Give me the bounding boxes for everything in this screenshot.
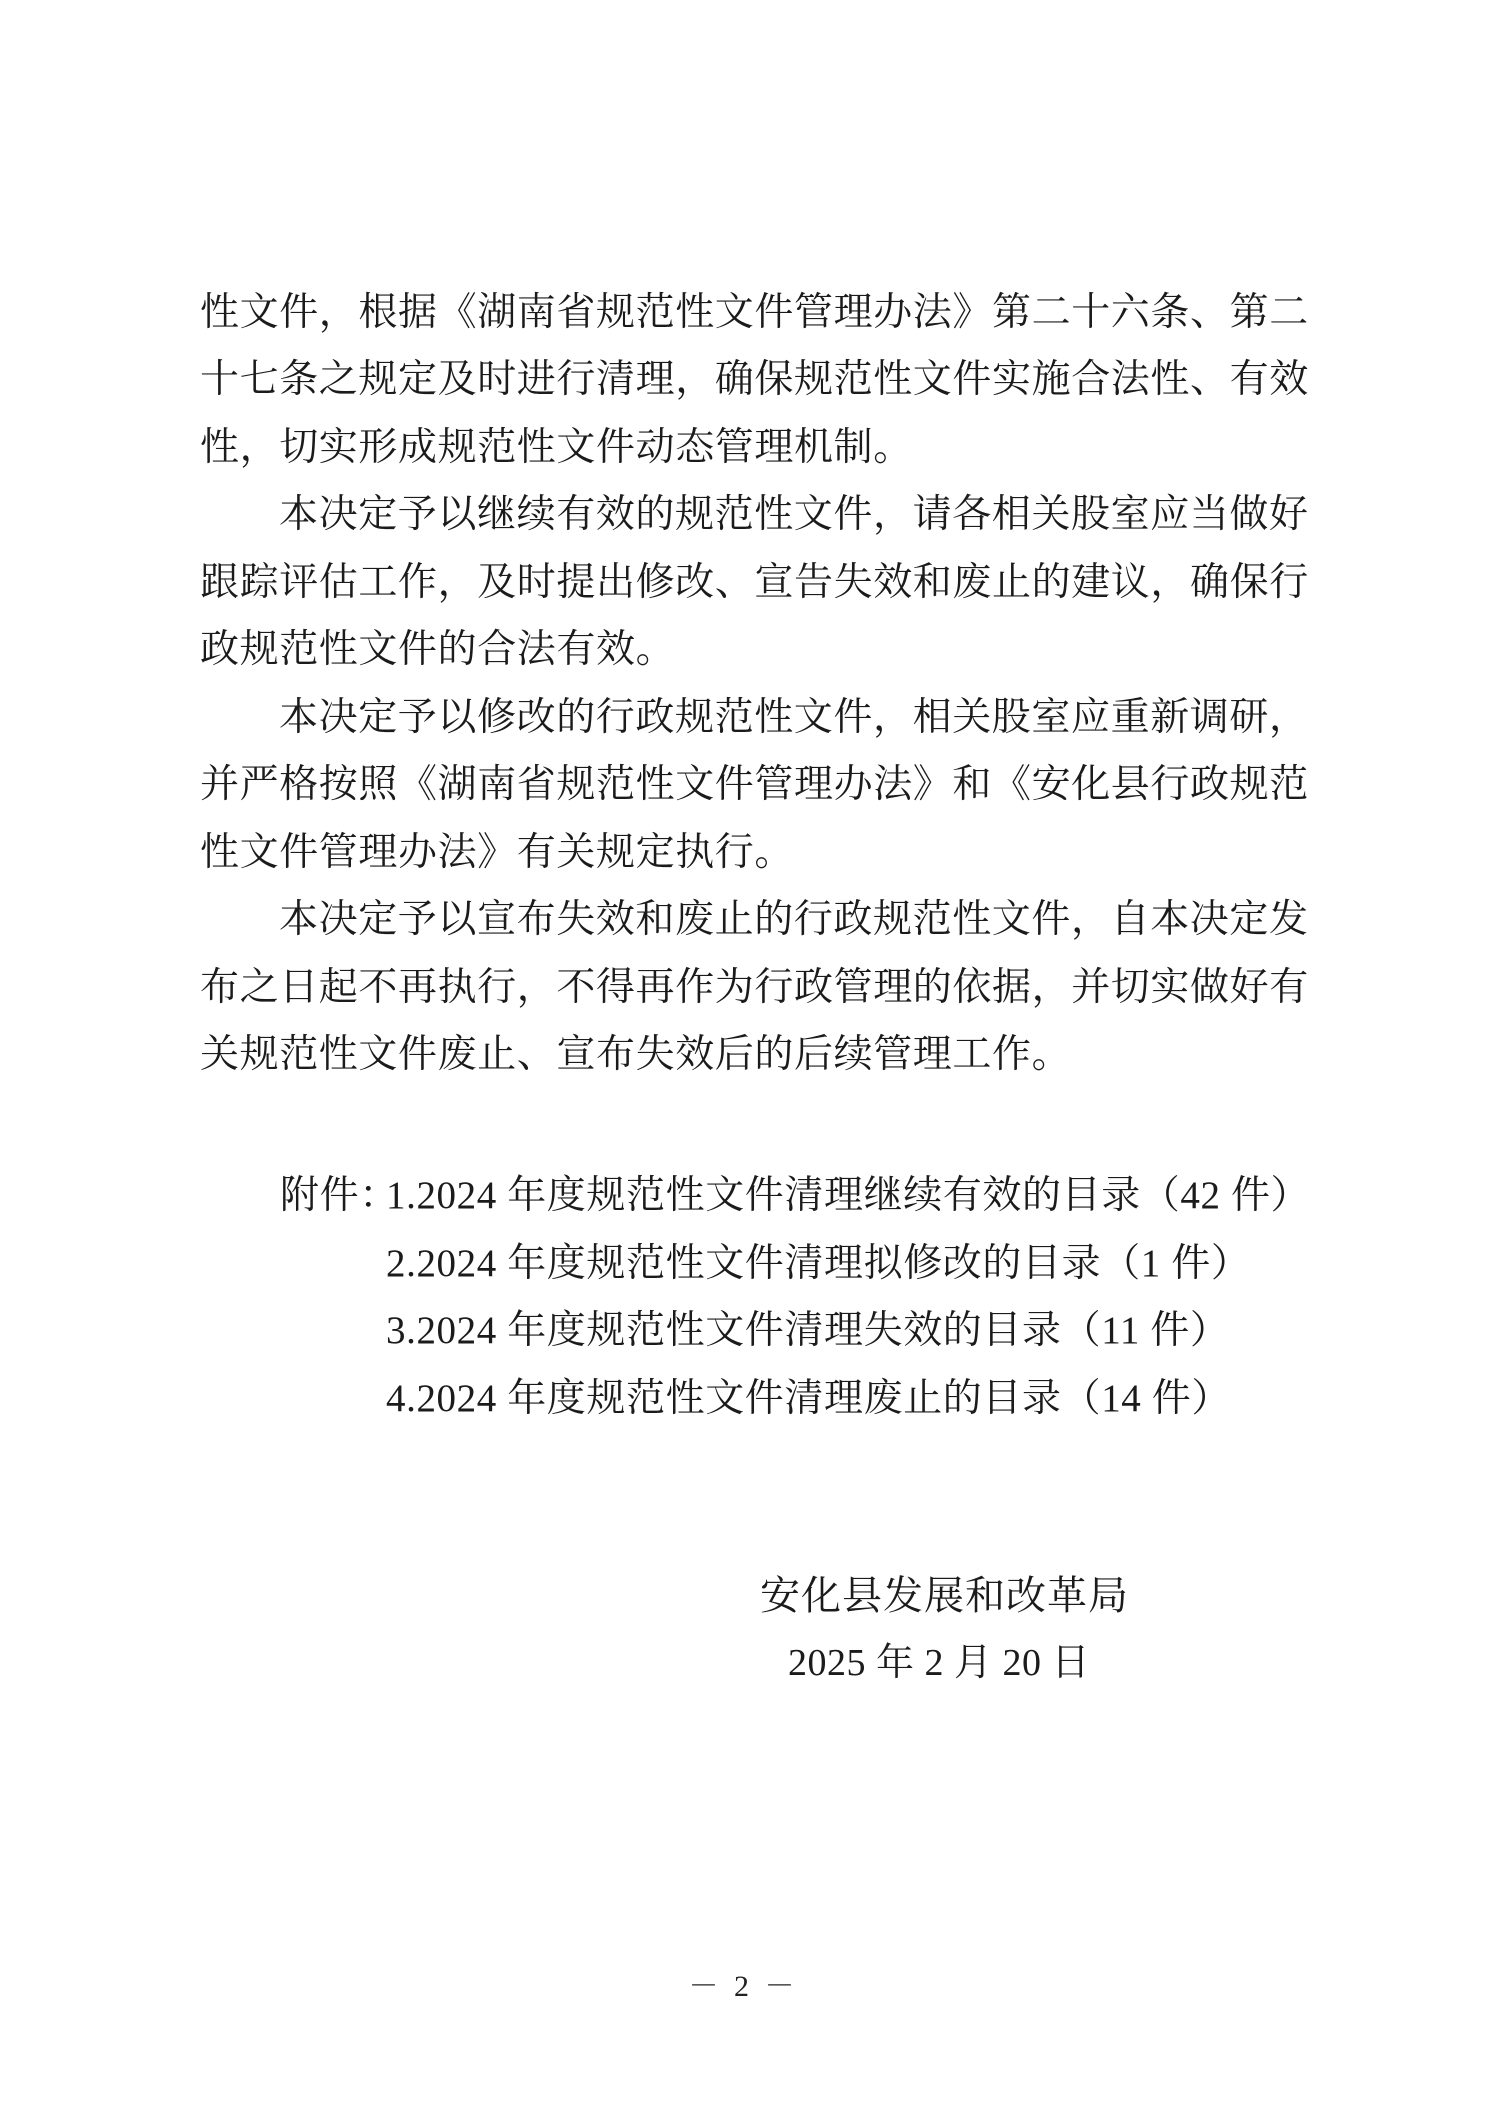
body-line: 本决定予以继续有效的规范性文件，请各相关股室应当做好 [279,493,1309,536]
signature-agency: 安化县发展和改革局 [760,1573,1129,1618]
body-line: 关规范性文件废止、宣布失效后的后续管理工作。 [200,1033,1072,1076]
body-line: 本决定予以宣布失效和废止的行政规范性文件，自本决定发 [279,898,1309,941]
body-line: 布之日起不再执行，不得再作为行政管理的依据，并切实做好有 [200,966,1309,1009]
attachment-item: 3.2024 年度规范性文件清理失效的目录（11 件） [386,1309,1230,1352]
body-line: 并严格按照《湖南省规范性文件管理办法》和《安化县行政规范 [200,763,1309,806]
body-line: 跟踪评估工作，及时提出修改、宣告失效和废止的建议，确保行 [200,561,1309,604]
body-line: 性，切实形成规范性文件动态管理机制。 [200,426,913,469]
attachment-item: 2.2024 年度规范性文件清理拟修改的目录（1 件） [386,1242,1251,1285]
page-number: － 2 － [688,1970,799,2003]
body-line: 性文件管理办法》有关规定执行。 [200,831,795,874]
body-line: 十七条之规定及时进行清理，确保规范性文件实施合法性、有效 [200,358,1309,401]
attachments-label: 附件： [280,1174,399,1217]
attachment-item: 4.2024 年度规范性文件清理废止的目录（14 件） [386,1377,1231,1420]
body-line: 性文件，根据《湖南省规范性文件管理办法》第二十六条、第二 [200,291,1309,334]
signature-date: 2025 年 2 月 20 日 [788,1642,1091,1684]
body-line: 本决定予以修改的行政规范性文件，相关股室应重新调研， [279,696,1309,739]
body-line: 政规范性文件的合法有效。 [200,628,676,671]
attachment-item: 1.2024 年度规范性文件清理继续有效的目录（42 件） [386,1174,1311,1217]
